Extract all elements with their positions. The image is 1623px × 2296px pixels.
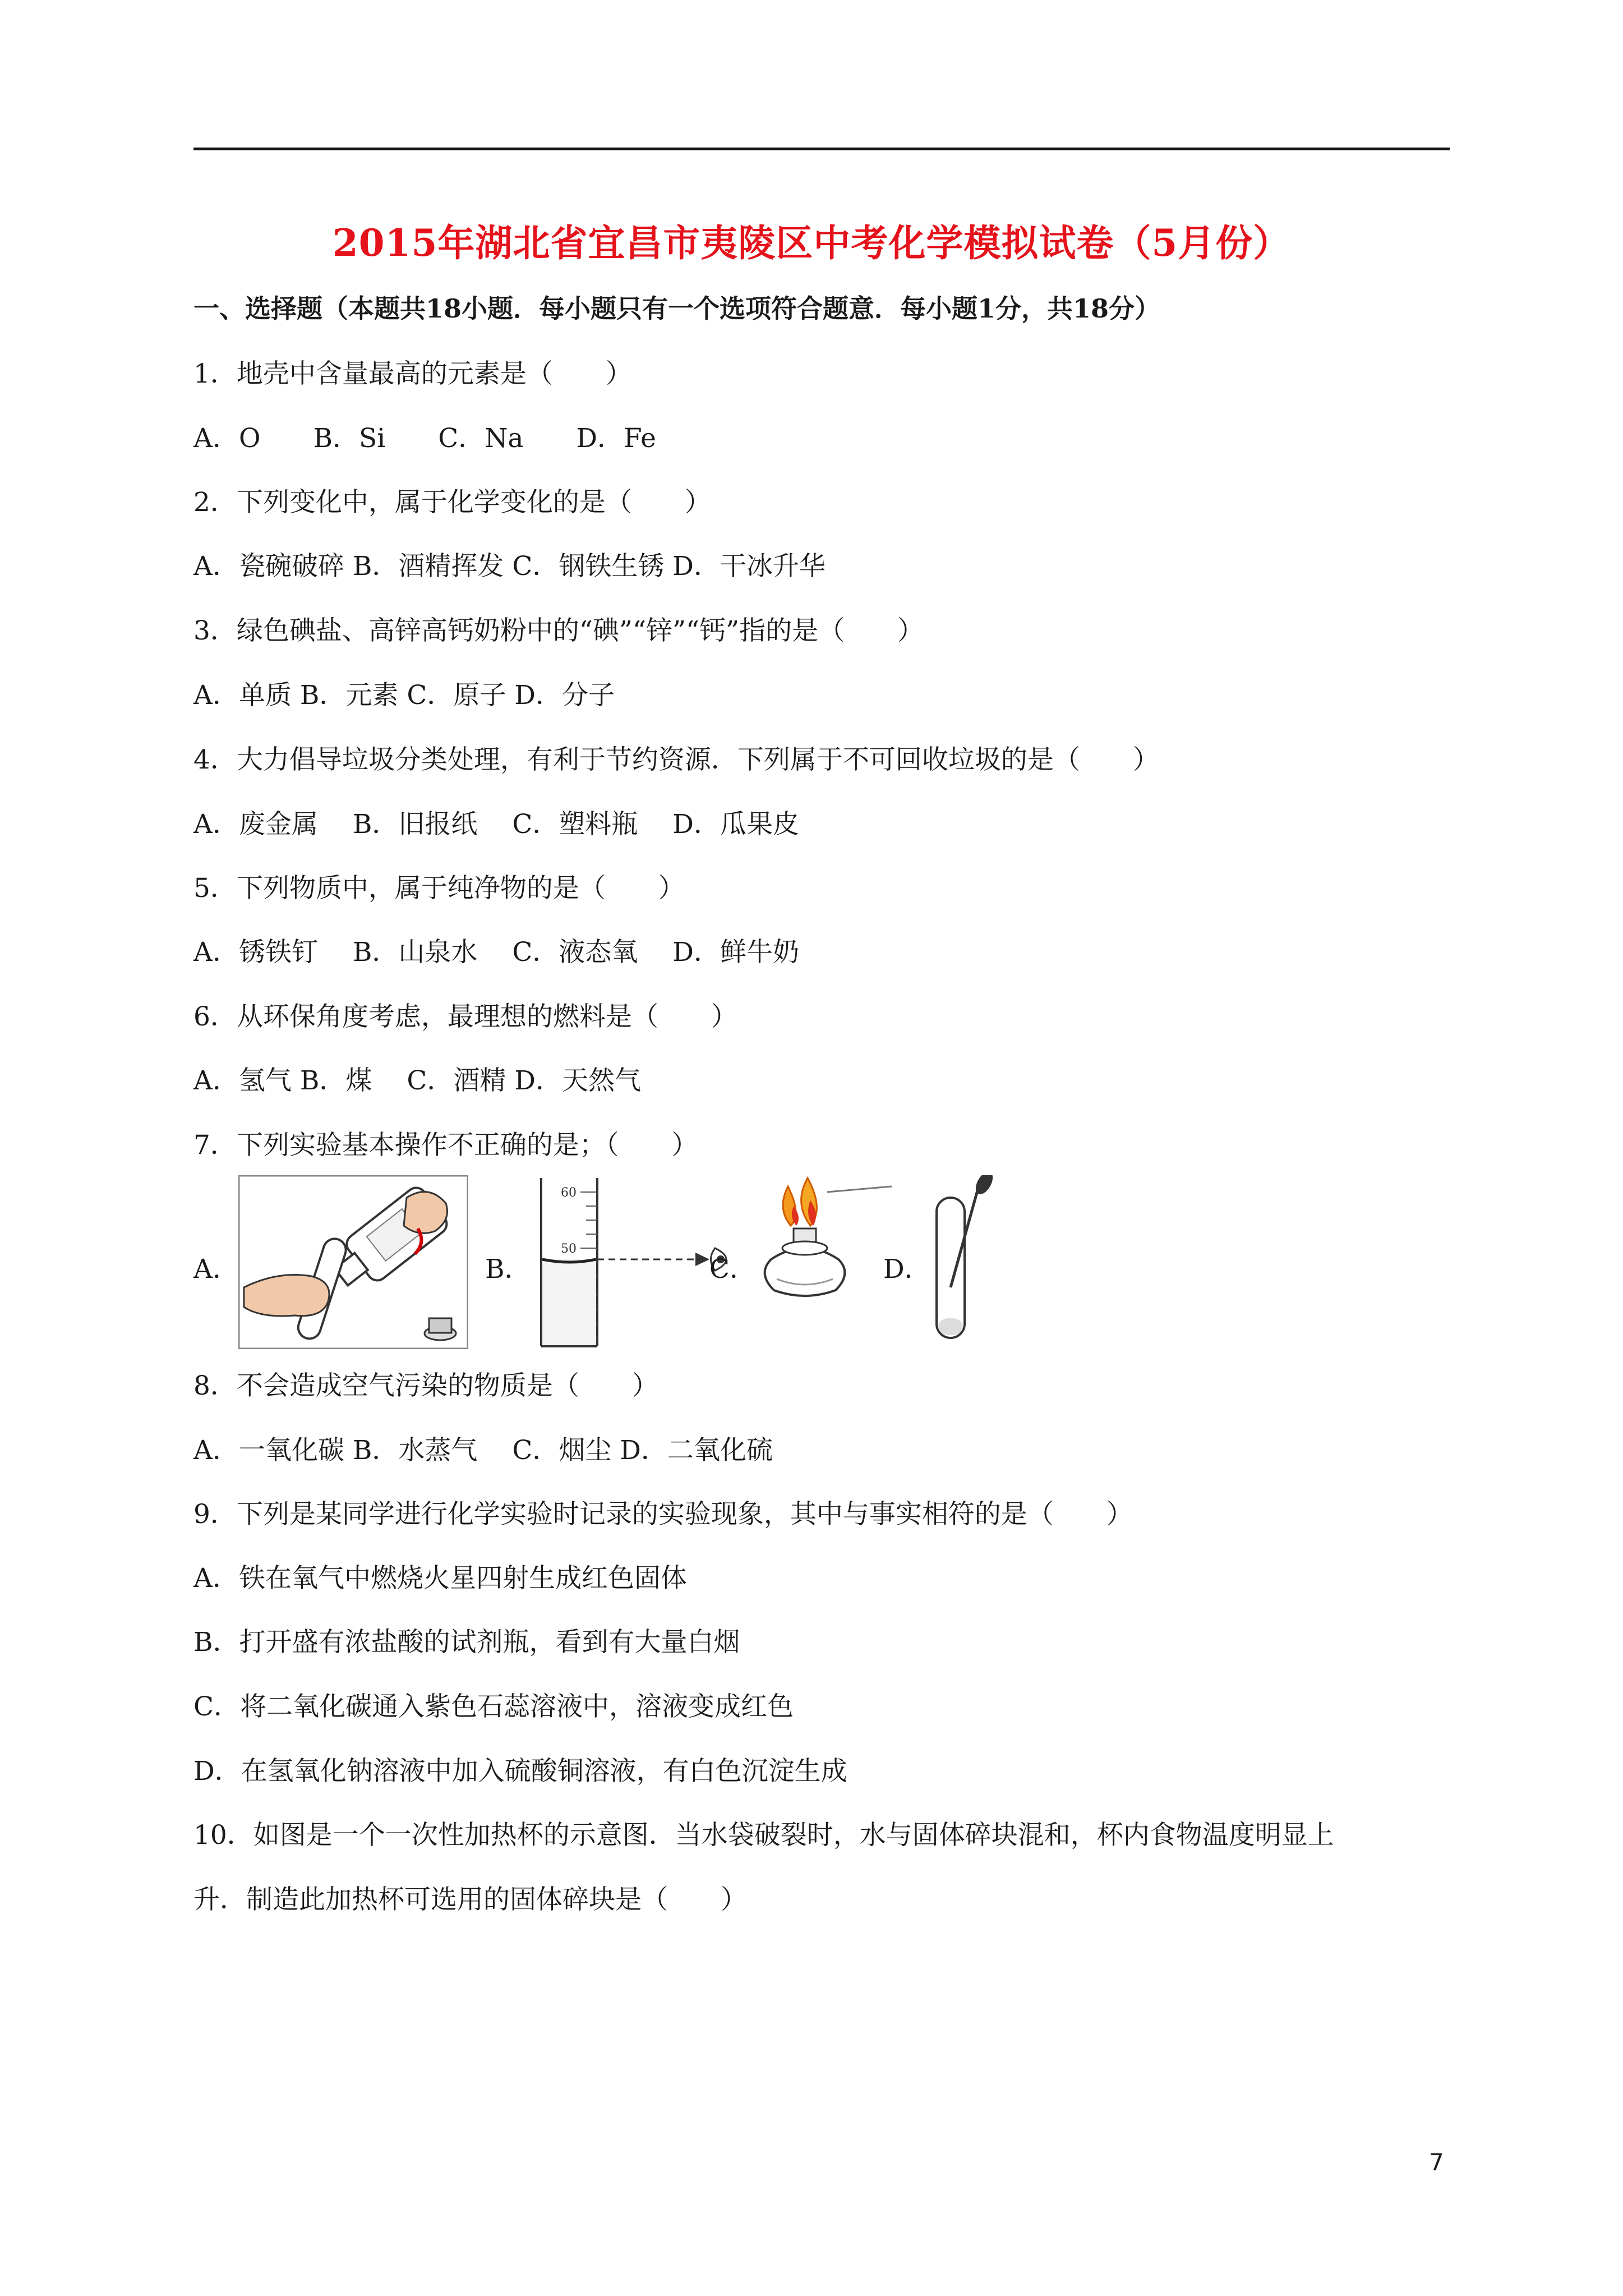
header-rule	[193, 148, 1450, 150]
question-10-line-1: 10．如图是一个一次性加热杯的示意图．当水袋破裂时，水与固体碎块混和，杯内食物温度明显上	[193, 1820, 1334, 1851]
question-6: 6．从环保角度考虑，最理想的燃料是（ ）	[193, 1001, 737, 1032]
page-title: 2015年湖北省宜昌市夷陵区中考化学模拟试卷（5月份）	[332, 221, 1291, 265]
question-1-options: A．O B．Si C．Na D．Fe	[193, 423, 656, 454]
figure-label-b: B．	[485, 1254, 531, 1285]
alcohol-lamp-figure	[754, 1175, 900, 1304]
question-2: 2．下列变化中，属于化学变化的是（ ）	[193, 487, 711, 518]
question-7: 7．下列实验基本操作不正确的是；（ ）	[193, 1130, 698, 1161]
question-3-options: A．单质 B．元素 C．原子 D．分子	[193, 680, 615, 711]
dropper-test-tube-figure	[923, 1175, 1012, 1343]
question-9-option-d: D．在氢氧化钠溶液中加入硫酸铜溶液，有白色沉淀生成	[193, 1756, 847, 1787]
page-number: 7	[1429, 2148, 1444, 2176]
figure-label-c: C．	[709, 1254, 756, 1285]
question-3: 3．绿色碘盐、高锌高钙奶粉中的“碘”“锌”“钙”指的是（ ）	[193, 615, 924, 646]
scale-label-50: 50	[561, 1242, 577, 1256]
question-5: 5．下列物质中，属于纯净物的是（ ）	[193, 873, 685, 904]
question-9-option-a: A．铁在氧气中燃烧火星四射生成红色固体	[193, 1563, 687, 1594]
question-6-options: A．氢气 B．煤 C．酒精 D．天然气	[193, 1065, 641, 1096]
question-10-line-2: 升．制造此加热杯可选用的固体碎块是（ ）	[193, 1884, 747, 1915]
question-9-option-c: C．将二氧化碳通入紫色石蕊溶液中，溶液变成红色	[193, 1691, 794, 1722]
question-7-figures	[193, 1175, 1035, 1355]
scale-label-60: 60	[561, 1186, 577, 1200]
question-8: 8．不会造成空气污染的物质是（ ）	[193, 1370, 658, 1401]
question-2-options: A．瓷碗破碎 B．酒精挥发 C．钢铁生锈 D．干冰升华	[193, 551, 826, 582]
question-9-option-b: B．打开盛有浓盐酸的试剂瓶，看到有大量白烟	[193, 1627, 740, 1658]
question-5-options: A．锈铁钉 B．山泉水 C．液态氧 D．鲜牛奶	[193, 937, 799, 968]
pouring-liquid-figure	[238, 1175, 468, 1349]
section-heading: 一、选择题（本题共18小题．每小题只有一个选项符合题意．每小题1分，共18分）	[193, 293, 1161, 324]
question-4: 4．大力倡导垃圾分类处理，有利于节约资源．下列属于不可回收垃圾的是（ ）	[193, 744, 1159, 775]
question-4-options: A．废金属 B．旧报纸 C．塑料瓶 D．瓜果皮	[193, 809, 799, 840]
question-8-options: A．一氧化碳 B．水蒸气 C．烟尘 D．二氧化硫	[193, 1435, 773, 1466]
figure-label-d: D．	[883, 1254, 931, 1285]
question-1: 1．地壳中含量最高的元素是（ ）	[193, 358, 632, 389]
question-9: 9．下列是某同学进行化学实验时记录的实验现象，其中与事实相符的是（ ）	[193, 1499, 1133, 1530]
figure-label-a: A．	[193, 1254, 239, 1285]
